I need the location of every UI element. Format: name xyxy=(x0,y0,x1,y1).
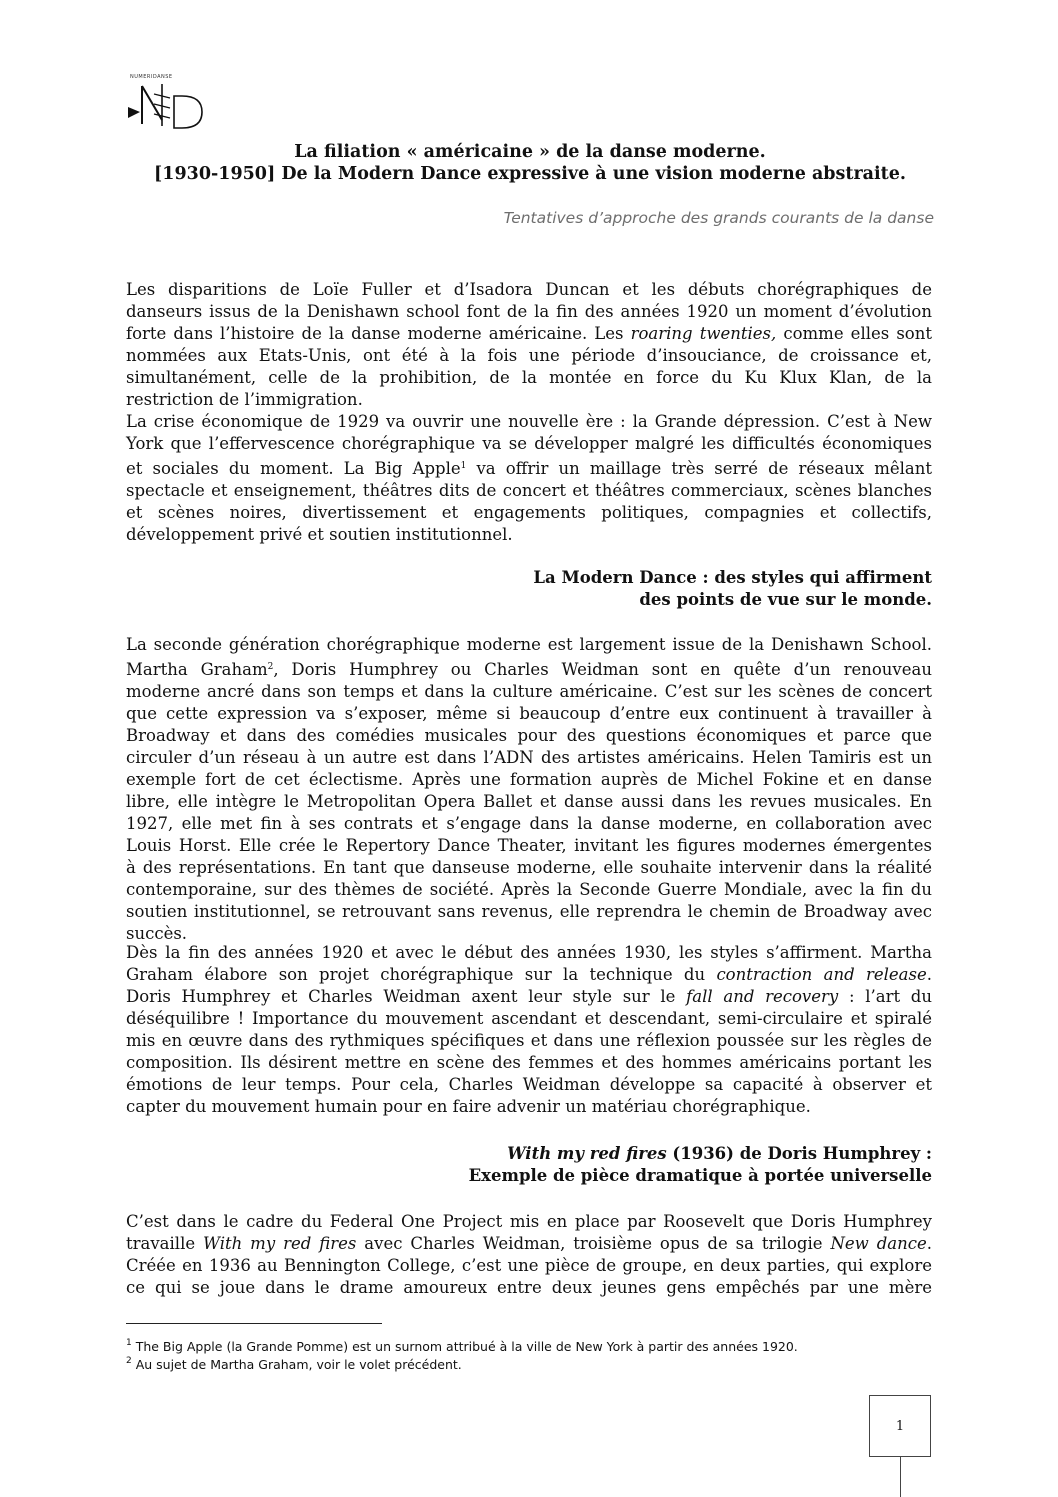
text-line: Doris Humphrey et Charles Weidman axent leur style sur le fall and recovery : l’art du xyxy=(126,987,932,1006)
footnote-ref-2: 2 xyxy=(267,662,274,672)
text-line: composition. Ils désirent mettre en scène des femmes et des hommes américains portant les xyxy=(126,1053,932,1072)
section-heading-with-my-red-fires: With my red fires (1936) de Doris Humphrey : Exemple de pièce dramatique à portée universelle xyxy=(468,1144,932,1185)
text-line: développement privé et soutien institutionnel. xyxy=(126,525,513,544)
text-line: Broadway et dans des comédies musicales pour des questions économiques et parce que xyxy=(126,726,932,745)
document-title-line1: La filiation « américaine » de la danse moderne. xyxy=(294,142,766,162)
text-line: et scènes noires, divertissement et engagements politiques, compagnies et collectifs, xyxy=(126,503,932,522)
text-line: Louis Horst. Elle crée le Repertory Dance Theater, invitant les figures modernes émergentes xyxy=(126,836,932,855)
intro-paragraph-1 xyxy=(126,279,932,411)
text-line: contemporaine, sur des thèmes de société. Après la Seconde Guerre Mondiale, avec la fin du xyxy=(126,880,932,899)
text-line: mis en œuvre dans des rythmiques spécifiques et dans une réflexion poussée sur les règles de xyxy=(126,1031,932,1050)
document-subtitle: Tentatives d’approche des grands courants de la danse xyxy=(503,209,934,227)
text-line: York que l’effervescence chorégraphique va se développer malgré les difficultés économiques xyxy=(126,434,932,453)
footnote-divider xyxy=(126,1323,382,1324)
section1-paragraph-2 xyxy=(126,942,932,1118)
text-line: libre, elle intègre le Metropolitan Opera Ballet et danse aussi dans les revues musicales. En xyxy=(126,792,932,811)
text-line: émotions de leur temps. Pour cela, Charles Weidman développe sa capacité à observer et xyxy=(126,1075,932,1094)
section2-paragraph-1 xyxy=(126,1211,932,1299)
text-line: simultanément, celle de la prohibition, de la montée en force du Ku Klux Klan, de la xyxy=(126,368,932,387)
section1-paragraph-1 xyxy=(126,634,932,945)
text-line: circuler d’un réseau à un autre est dans l’ADN des artistes américains. Helen Tamiris est un xyxy=(126,748,932,767)
text-line: succès. xyxy=(126,924,188,943)
page-number-line xyxy=(900,1456,901,1497)
footnote-2: $^2$ Au sujet de Martha Graham, voir le volet précédent. xyxy=(126,1356,462,1372)
text-line: spectacle et enseignement, théâtres dits de concert et théâtres commerciaux, scènes blanches xyxy=(126,481,932,500)
text-line: à des représentations. En tant que danseuse moderne, elle souhaite intervenir dans la réalité xyxy=(126,858,932,877)
text-line: 1927, elle met fin à ses contrats et s’engage dans la danse moderne, en collaboration avec xyxy=(126,814,932,833)
page-number-box xyxy=(869,1395,931,1457)
document-title-line2: [1930-1950] De la Modern Dance expressive à une vision moderne abstraite. xyxy=(154,164,906,184)
text-line: et sociales du moment. La Big Apple$^1$ va offrir un maillage très serré de réseaux mêlant xyxy=(126,459,933,478)
logo-small-text: NUMERIDANSE xyxy=(130,74,173,80)
text-line: ce qui se joue dans le drame amoureux entre deux jeunes gens empêchés par une mère xyxy=(126,1278,932,1297)
publisher-logo xyxy=(126,74,206,132)
text-line: moderne ancré dans son temps et dans la culture américaine. C’est sur les scènes de concert xyxy=(126,682,932,701)
footnote-ref-1: 1 xyxy=(460,461,467,471)
text-line: Créée en 1936 au Bennington College, c’est une pièce de groupe, en deux parties, qui explore xyxy=(126,1256,932,1275)
text-line: Les disparitions de Loïe Fuller et d’Isadora Duncan et les débuts chorégraphiques de xyxy=(126,280,932,299)
text-line: exemple fort de cet éclectisme. Après une formation auprès de Michel Fokine et en danse xyxy=(126,770,932,789)
text-line: travaille With my red fires avec Charles Weidman, troisième opus de sa trilogie New dance. xyxy=(126,1234,932,1253)
page-number: 1 xyxy=(895,1418,905,1434)
text-line: Graham élabore son projet chorégraphique sur la technique du contraction and release. xyxy=(126,965,932,984)
text-line: Dès la fin des années 1920 et avec le début des années 1930, les styles s’affirment. Martha xyxy=(126,943,932,962)
text-line: Martha Graham$^2$, Doris Humphrey ou Charles Weidman sont en quête d’un renouveau xyxy=(126,660,932,679)
text-line: danseurs issus de la Denishawn school font de la fin des années 1920 un moment d’évolution xyxy=(126,302,932,321)
text-line: C’est dans le cadre du Federal One Project mis en place par Roosevelt que Doris Humphrey xyxy=(126,1212,932,1231)
text-line: que cette expression va s’exposer, même si beaucoup d’entre eux continuent à travailler à xyxy=(126,704,932,723)
footnote-1: $^1$ The Big Apple (la Grande Pomme) est un surnom attribué à la ville de New York à partir des années 1920. xyxy=(126,1338,798,1354)
text-line: nommées aux Etats-Unis, ont été à la fois une période d’insouciance, de croissance et, xyxy=(126,346,932,365)
section-heading-modern-dance: La Modern Dance : des styles qui affirment des points de vue sur le monde. xyxy=(533,568,932,609)
text-line: La crise économique de 1929 va ouvrir une nouvelle ère : la Grande dépression. C’est à New xyxy=(126,412,932,431)
nd-logo-icon xyxy=(126,74,206,132)
intro-paragraph-2 xyxy=(126,411,932,546)
text-line: forte dans l’histoire de la danse moderne américaine. Les roaring twenties, comme elles sont xyxy=(126,324,932,343)
text-line: soutien institutionnel, se retrouvant sans revenus, elle reprendra le chemin de Broadway avec xyxy=(126,902,932,921)
text-line: capter du mouvement humain pour en faire advenir un matériau chorégraphique. xyxy=(126,1097,811,1116)
text-line: déséquilibre ! Importance du mouvement ascendant et descendant, semi-circulaire et spiralé xyxy=(126,1009,932,1028)
text-line: restriction de l’immigration. xyxy=(126,390,363,409)
text-line: La seconde génération chorégraphique moderne est largement issue de la Denishawn School. xyxy=(126,635,932,654)
